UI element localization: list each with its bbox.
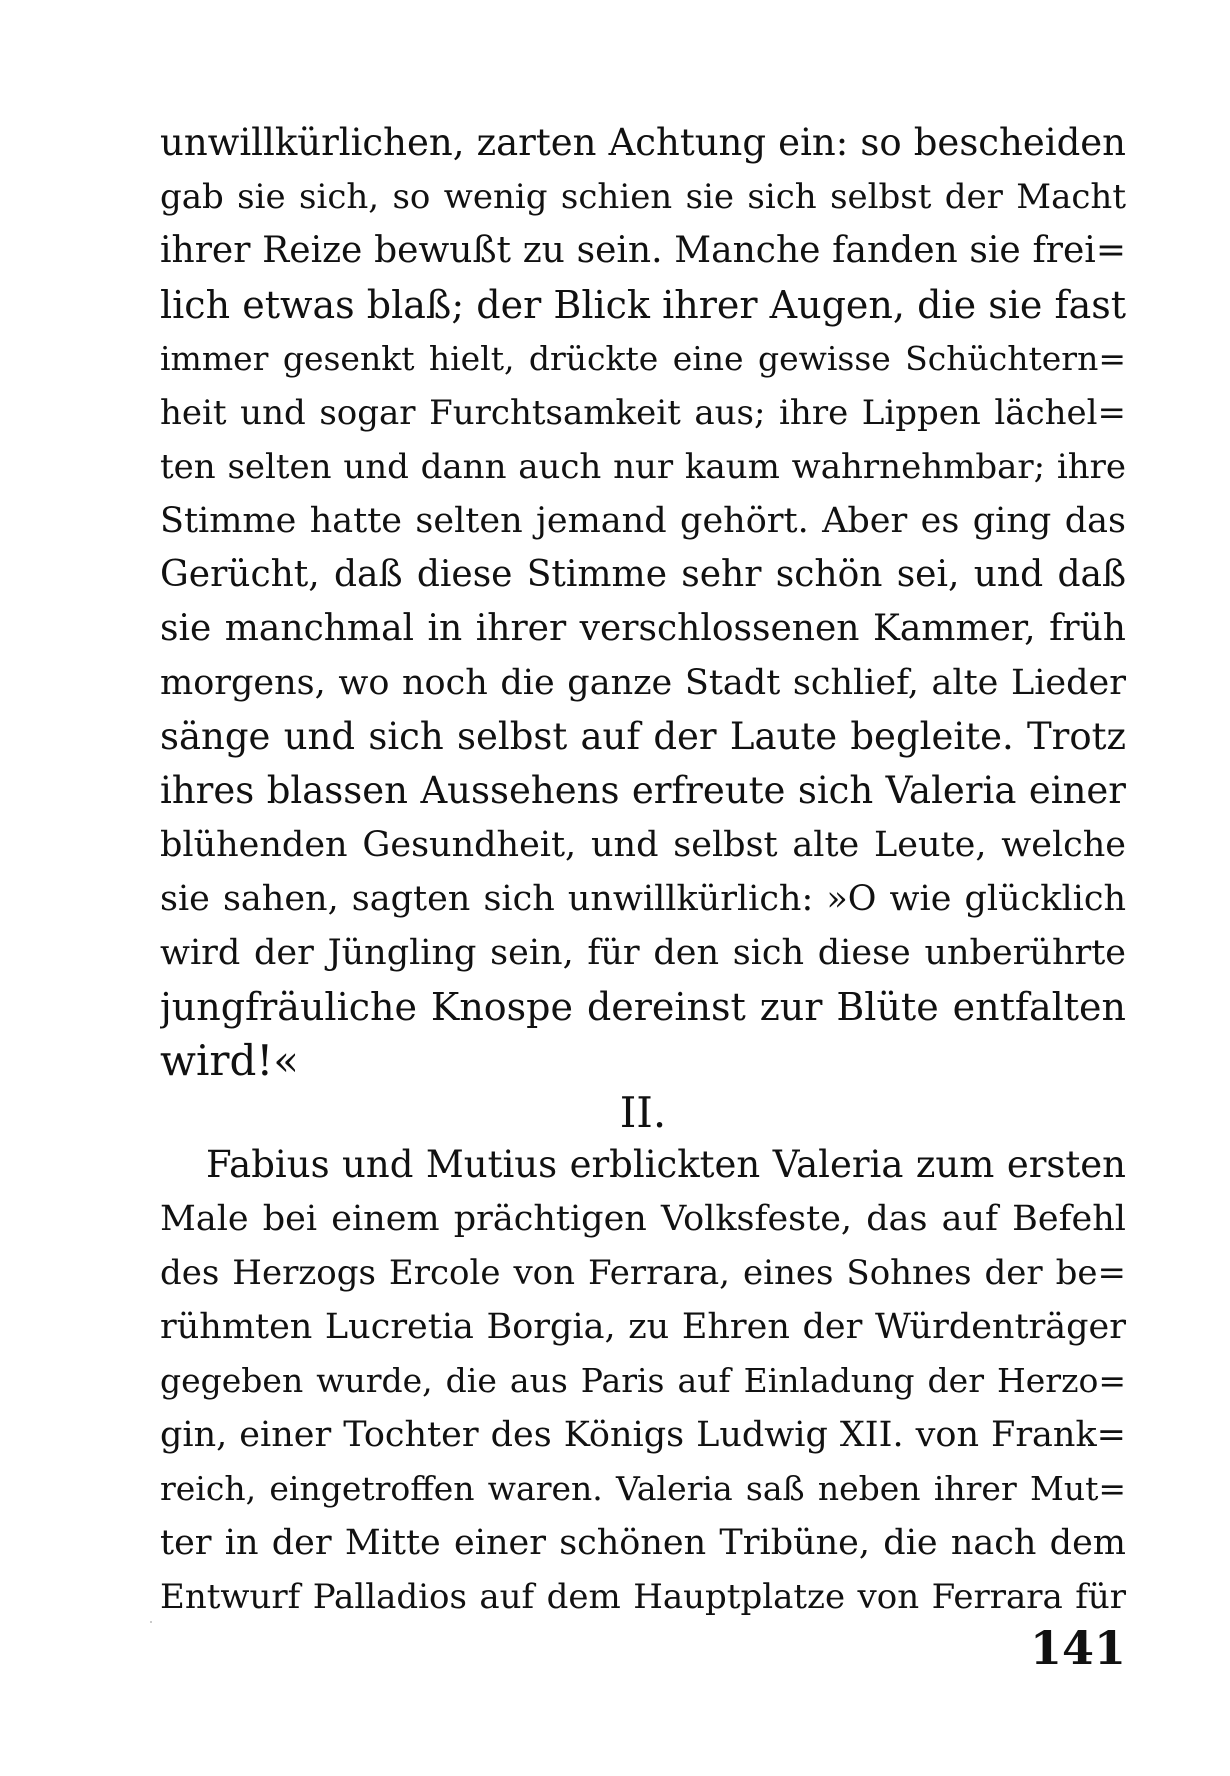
text-line: gegeben wurde, die aus Paris auf Einladung der Herzo= <box>160 1361 1126 1400</box>
scan-speck <box>150 1621 152 1623</box>
text-line: ihrer Reize bewußt zu sein. Manche fanden sie frei= <box>160 230 1126 271</box>
text-line: des Herzogs Ercole von Ferrara, eines Sohnes der be= <box>160 1253 1126 1293</box>
text-line: ihres blassen Aussehens erfreute sich Valeria einer <box>160 769 1126 812</box>
paragraph-2 <box>160 1138 1126 1624</box>
text-line: ter in der Mitte einer schönen Tribüne, die nach dem <box>160 1523 1126 1563</box>
text-line: heit und sogar Furchtsamkeit aus; ihre Lippen lächel= <box>160 393 1126 433</box>
text-line: wird der Jüngling sein, für den sich diese unberührte <box>160 933 1126 973</box>
text-line: blühenden Gesundheit, und selbst alte Leute, welche <box>160 825 1126 865</box>
text-line: jungfräuliche Knospe dereinst zur Blüte entfalten <box>160 985 1126 1029</box>
text-line: morgens, wo noch die ganze Stadt schlief, alte Lieder <box>160 663 1126 703</box>
text-line: gin, einer Tochter des Königs Ludwig XII. von Frank= <box>160 1415 1126 1455</box>
text-line: Male bei einem prächtigen Volksfeste, das auf Befehl <box>160 1199 1126 1239</box>
text-line: ten selten und dann auch nur kaum wahrnehmbar; ihre <box>160 447 1126 487</box>
text-line: reich, eingetroffen waren. Valeria saß neben ihrer Mut= <box>160 1469 1126 1508</box>
text-line: sänge und sich selbst auf der Laute begleite. Trotz <box>160 715 1126 758</box>
text-line: Gerücht, daß diese Stimme sehr schön sei, und daß <box>160 554 1126 595</box>
text-line: gab sie sich, so wenig schien sie sich selbst der Macht <box>160 177 1126 217</box>
text-line: Fabius und Mutius erblickten Valeria zum ersten <box>206 1143 1126 1186</box>
text-line: sie sahen, sagten sich unwillkürlich: »O wie glücklich <box>160 879 1126 919</box>
text-line: immer gesenkt hielt, drückte eine gewisse Schüchtern= <box>160 339 1126 378</box>
text-line: lich etwas blaß; der Blick ihrer Augen, die sie fast <box>160 283 1126 327</box>
text-line: sie manchmal in ihrer verschlossenen Kammer, früh <box>160 608 1126 649</box>
text-line: Entwurf Palladios auf dem Hauptplatze von Ferrara für <box>160 1577 1126 1617</box>
text-line: Stimme hatte selten jemand gehört. Aber es ging das <box>160 501 1126 541</box>
paragraph-1 <box>160 116 1126 1088</box>
text-line: rühmten Lucretia Borgia, zu Ehren der Würdenträger <box>160 1307 1126 1347</box>
text-line: wird!« <box>160 1036 299 1085</box>
chapter-heading: II. <box>619 1088 667 1137</box>
text-line: unwillkürlichen, zarten Achtung ein: so bescheiden <box>160 121 1126 164</box>
page-number: 141 <box>1029 1621 1126 1675</box>
